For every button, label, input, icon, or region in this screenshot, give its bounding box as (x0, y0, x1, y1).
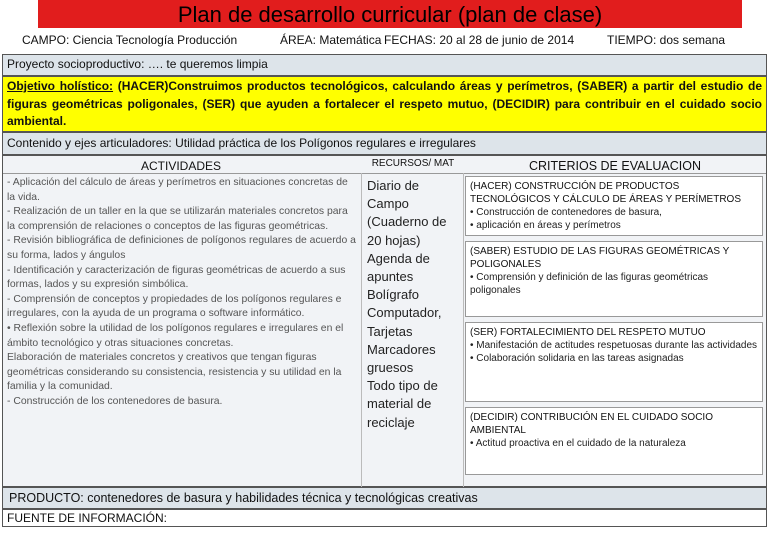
recurso-item: Todo tipo de (367, 378, 438, 394)
page-title: Plan de desarrollo curricular (plan de clase) (38, 0, 742, 28)
criterio-ser (465, 322, 763, 402)
recursos-list (363, 177, 463, 432)
recurso-item: Agenda de (367, 250, 430, 266)
criterio-item: • Comprensión y definición de las figuras geométricas poligonales (470, 272, 709, 296)
objetivo-label: Objetivo holístico: (7, 79, 114, 93)
area-label: ÁREA: Matemática (280, 33, 382, 47)
header-divider (3, 173, 766, 174)
criterio-title: (HACER) CONSTRUCCIÓN DE PRODUCTOS TECNOLÓGICOS Y CÁLCULO DE ÁREAS Y PERÍMETROS (470, 181, 742, 205)
recurso-item: Bolígrafo (367, 287, 420, 303)
recurso-item: Marcadores (367, 341, 436, 357)
criterio-item: • Construcción de contenedores de basura, (470, 207, 662, 218)
recurso-item: material de (367, 396, 432, 412)
criterio-hacer (465, 176, 763, 236)
recurso-item: (Cuaderno de (367, 214, 447, 230)
actividad-item: - Realización de un taller en la que se utilizarán materiales concretos para la comprensión de relaciones o conceptos de las figuras geométricas. (7, 206, 348, 232)
criterios-list (465, 176, 763, 480)
recurso-item: apuntes (367, 269, 414, 285)
actividad-item: - Aplicación del cálculo de áreas y perímetros en situaciones concretas de la vida. (7, 177, 348, 203)
fechas-label: FECHAS: 20 al 28 de junio de 2014 (384, 33, 575, 47)
contenido-row: Contenido y ejes articuladores: Utilidad práctica de los Polígonos regulares e irregulares (2, 132, 767, 155)
recurso-item: 20 hojas) (367, 232, 421, 248)
criterio-title: (SER) FORTALECIMIENTO DEL RESPETO MUTUO (470, 327, 706, 338)
objetivo-text: (HACER)Construimos productos tecnológicos, calculando áreas y perímetros, (SABER) a partir del estudio de figuras geométricas poligonales, (SER) que ayuden a fortalecer el respeto mutuo, (DECIDIR) para contribuir en el cuidado socio ambiental. (7, 79, 763, 128)
criterio-item: • aplicación en áreas y perímetros (470, 220, 621, 231)
criterio-saber (465, 241, 763, 317)
actividad-item: - Comprensión de conceptos y propiedades de los polígonos regulares e irregulares, con la ayuda de un programa o software informático. (7, 293, 342, 320)
criterio-decidir (465, 407, 763, 475)
recursos-heading: RECURSOS/ MAT (371, 158, 455, 169)
recurso-item: gruesos (367, 360, 414, 376)
recurso-item: reciclaje (367, 414, 415, 430)
fuente-row: FUENTE DE INFORMACIÓN: (2, 509, 767, 527)
criterio-item: • Actitud proactiva en el cuidado de la naturaleza (470, 438, 686, 449)
criterios-heading: CRITERIOS DE EVALUACION (528, 159, 702, 173)
campo-label: CAMPO: Ciencia Tecnología Producción (22, 33, 238, 47)
actividades-list (7, 176, 357, 410)
recurso-item: Diario de (367, 178, 420, 193)
recurso-item: Tarjetas (367, 323, 413, 339)
criterio-title: (DECIDIR) CONTRIBUCIÓN EN EL CUIDADO SOCIO AMBIENTAL (470, 412, 713, 436)
actividad-item: - Revisión bibliográfica de definiciones de polígonos regulares de acuerdo a su forma, lados y ángulos (7, 235, 356, 261)
actividad-item: - Identificación y caracterización de figuras geométricas de acuerdo a sus formas, lados y su expresión simbólica. (7, 264, 346, 291)
proyecto-row: Proyecto socioproductivo: …. te queremos limpia (2, 54, 767, 76)
column-divider (361, 173, 362, 487)
producto-row: PRODUCTO: contenedores de basura y habilidades técnica y tecnológicas creativas (2, 487, 767, 509)
actividad-item: - Construcción de los contenedores de basura. (7, 395, 223, 407)
objetivo-row (2, 76, 767, 132)
column-divider (463, 173, 464, 487)
tiempo-label: TIEMPO: dos semana (607, 33, 726, 47)
criterio-title: (SABER) ESTUDIO DE LAS FIGURAS GEOMÉTRICAS Y POLIGONALES (470, 246, 730, 270)
actividad-item: • Reflexión sobre la utilidad de los polígonos regulares e irregulares en el ámbito tecnológico y otras situaciones concretas. (7, 322, 344, 349)
criterio-item: • Manifestación de actitudes respetuosas durante las actividades (470, 340, 758, 351)
plan-table (2, 155, 767, 487)
recurso-item: Computador, (367, 305, 442, 321)
meta-row (22, 31, 762, 49)
actividades-heading: ACTIVIDADES (140, 159, 221, 173)
recurso-item: Campo (367, 196, 409, 212)
actividad-item: Elaboración de materiales concretos y creativos que tengan figuras geométricas considerando su consistencia, resistencia y su utilidad en la familia y la comunidad. (7, 352, 342, 393)
criterio-item: • Colaboración solidaria en las tareas asignadas (470, 353, 684, 364)
